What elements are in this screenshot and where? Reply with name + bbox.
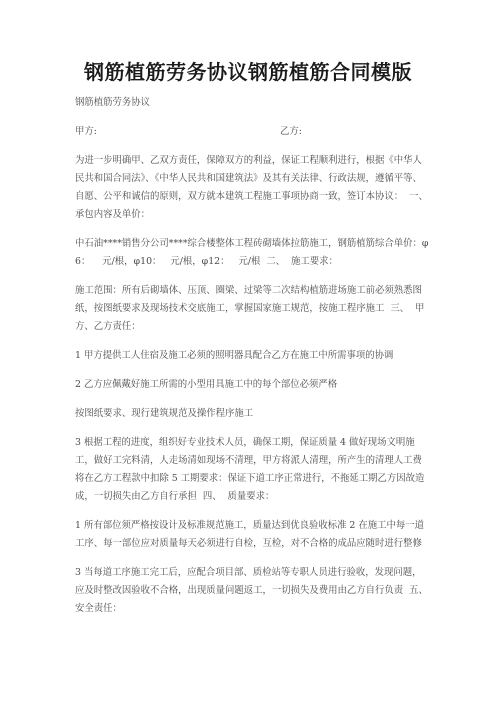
party-row [75,123,430,141]
paragraph-acceptance: 3 当每道工序施工完工后，应配合项目部、质检站等专职人员进行验收，发现问题，应及时整改因验收不合格，出现质量问题返工，一切损失及费用由乙方自行负责 五、 安全责任： [75,567,434,614]
paragraph-party-b-duty: 2 乙方应佩戴好施工所需的小型用具施工中的每个部位必须严格 [75,379,338,390]
paragraph-standards: 按图纸要求、现行建筑规范及操作程序施工 [75,408,254,419]
paragraph-scope-price: 中石油****销售分公司****综合楼整体工程砖砌墙体拉筋施工，钢筋植筋综合单价：φ6： 元/根，φ10： 元/根，φ12： 元/根 二、 施工要求： [75,238,429,267]
paragraph-quality: 1 所有部位须严格按设计及标准规范施工，质量达到优良验收标准 2 在施工中每一道工序、每一部位应对质量每天必须进行自检，互检，对不合格的成品应随时进行整修 [75,520,424,549]
party-a-label: 甲方: [75,126,97,137]
document-title: 钢筋植筋劳务协议钢筋植筋合同模版 [84,60,412,84]
paragraph-party-a-duty: 1 甲方提供工人住宿及施工必须的照明器具配合乙方在施工中所需事项的协调 [75,350,394,361]
paragraph-schedule: 3 根据工程的进度，组织好专业技术人员，确保工期，保证质量 4 做好现场文明施工，做好工完料清，人走场清如现场不清理，甲方将派人清理，所产生的清理人工费将在乙方工程款中扣除 5 工期要求：保证下道工序正常进行，不拖延工期乙方因故造成，一切损失由乙方自行承担 四、 质量要求： [75,437,425,502]
document-body [75,94,434,629]
paragraph-intro: 为进一步明确甲、乙双方责任，保障双方的利益，保证工程顺利进行，根据《中华人民共和国合同法》、《中华人民共和国建筑法》及其有关法律、行政法规，遵循平等、自愿、公平和诚信的原则，双方就本建筑工程施工事项协商一致，签订本协议： 一、 承包内容及单价： [75,155,434,220]
party-b-label: 乙方: [280,126,302,137]
paragraph-requirements: 施工范围：所有后砌墙体、压顶、圈梁、过梁等二次结构植筋进场施工前必须熟悉图纸，按图纸要求及现场技术交底施工，掌握国家施工规范，按施工程序施工 三、 甲方、乙方责任： [75,285,425,332]
document-subtitle: 钢筋植筋劳务协议 [75,97,151,108]
